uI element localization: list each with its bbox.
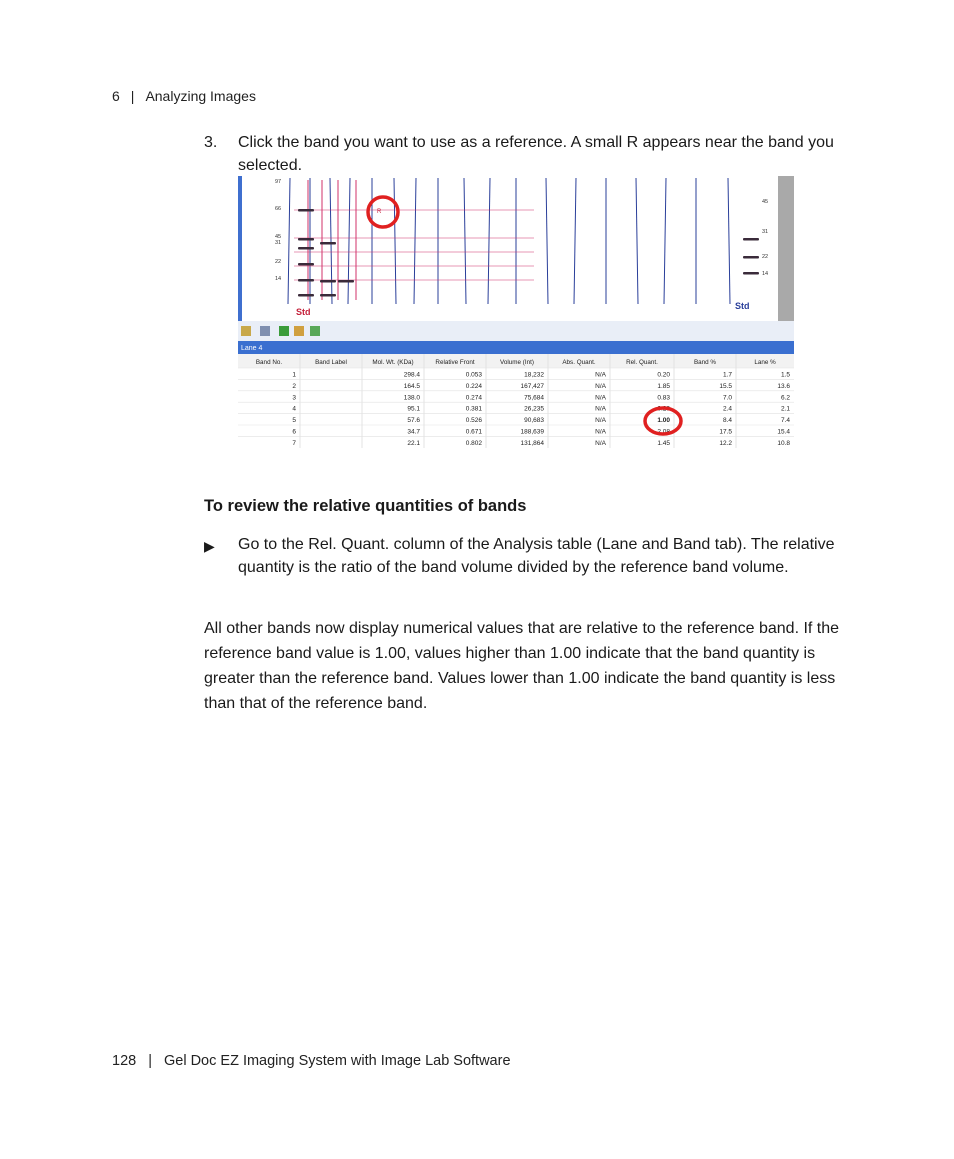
table-column-header[interactable]: Band %: [693, 359, 717, 366]
footer-page-number: 128: [112, 1053, 137, 1069]
table-cell[interactable]: 0.802: [465, 439, 482, 447]
mw-label-left: 66: [275, 206, 282, 212]
table-cell[interactable]: 188,639: [520, 428, 544, 436]
table-cell[interactable]: 0.83: [657, 394, 670, 402]
step-text: Click the band you want to use as a reference. A small R appears near the band you selected.: [238, 134, 834, 174]
footer-separator: |: [148, 1053, 152, 1069]
table-cell[interactable]: 90,683: [524, 417, 544, 425]
table-cell[interactable]: 2.08: [657, 428, 670, 436]
lane-panel-title-bar: [238, 341, 794, 354]
table-cell[interactable]: 1.00: [657, 417, 670, 425]
mw-label-right: 22: [762, 254, 769, 260]
gel-band: [298, 263, 314, 266]
table-cell[interactable]: 298.4: [403, 371, 420, 379]
table-cell[interactable]: 2.4: [722, 405, 732, 413]
gel-analysis-screenshot: [238, 176, 794, 450]
header-separator: |: [130, 88, 135, 104]
report-icon[interactable]: [279, 326, 289, 336]
table-column-header[interactable]: Band No.: [255, 359, 283, 366]
table-cell[interactable]: N/A: [595, 394, 606, 402]
table-cell[interactable]: 1: [292, 371, 296, 379]
table-cell[interactable]: 3: [292, 394, 296, 402]
gel-band: [743, 256, 759, 259]
table-column-header[interactable]: Volume (Int): [500, 359, 534, 366]
toolbar-bg: [238, 321, 794, 341]
gel-band: [743, 238, 759, 241]
page-footer: [112, 1053, 511, 1069]
table-cell[interactable]: 18,232: [524, 371, 544, 379]
gel-analysis-figure: [238, 176, 794, 450]
table-column-header[interactable]: Lane %: [754, 359, 776, 366]
mw-label-left: 14: [275, 276, 282, 282]
table-cell[interactable]: 0.053: [465, 371, 482, 379]
table-cell[interactable]: 6: [292, 428, 296, 436]
table-column-header[interactable]: Abs. Quant.: [562, 359, 596, 366]
table-cell[interactable]: 131,864: [520, 439, 544, 447]
table-cell[interactable]: 0.20: [657, 371, 670, 379]
table-cell[interactable]: 7.4: [780, 417, 790, 425]
gel-band: [298, 294, 314, 297]
copy-icon[interactable]: [260, 326, 270, 336]
table-cell[interactable]: N/A: [595, 439, 606, 447]
mw-label-left: 97: [275, 179, 282, 185]
mw-label-right: 31: [762, 229, 769, 235]
table-cell[interactable]: 34.7: [407, 428, 420, 436]
table-cell[interactable]: N/A: [595, 382, 606, 390]
lane-panel-title: Lane 4: [241, 345, 263, 352]
section-subheading: To review the relative quantities of bands: [204, 497, 527, 515]
save-icon[interactable]: [310, 326, 320, 336]
header-section-title: Analyzing Images: [145, 88, 256, 104]
table-cell[interactable]: 12.2: [719, 439, 732, 447]
table-cell[interactable]: 15.4: [777, 428, 790, 436]
table-cell[interactable]: 75,684: [524, 394, 544, 402]
bullet-arrow-icon: ▶: [204, 538, 215, 554]
table-cell[interactable]: 0.671: [465, 428, 482, 436]
table-cell[interactable]: 1.85: [657, 382, 670, 390]
table-column-header[interactable]: Band Label: [315, 359, 347, 366]
table-cell[interactable]: 6.2: [780, 394, 790, 402]
std-label-right: Std: [735, 301, 750, 311]
table-cell[interactable]: 138.0: [403, 394, 420, 402]
gel-band: [298, 279, 314, 282]
table-cell[interactable]: 1.5: [780, 371, 790, 379]
table-cell[interactable]: N/A: [595, 428, 606, 436]
table-cell[interactable]: N/A: [595, 405, 606, 413]
reference-marker: R: [377, 209, 382, 215]
table-cell[interactable]: 4: [292, 405, 296, 413]
page-header: [112, 88, 256, 104]
table-cell[interactable]: 164.5: [403, 382, 420, 390]
table-cell[interactable]: 1.7: [722, 371, 732, 379]
table-cell[interactable]: 2.1: [780, 405, 790, 413]
gel-band: [298, 247, 314, 250]
step-number: 3.: [204, 134, 218, 151]
table-column-header[interactable]: Rel. Quant.: [626, 359, 658, 366]
mw-label-left: 45: [275, 234, 282, 240]
table-cell[interactable]: 17.5: [719, 428, 732, 436]
table-column-header[interactable]: Mol. Wt. (KDa): [372, 359, 414, 366]
table-cell[interactable]: 7.0: [722, 394, 732, 402]
gel-right-border: [778, 176, 794, 321]
mw-label-left: 22: [275, 259, 282, 265]
table-cell[interactable]: 22.1: [407, 439, 420, 447]
table-cell[interactable]: 0.381: [465, 405, 482, 413]
open-icon[interactable]: [294, 326, 304, 336]
table-cell[interactable]: 95.1: [407, 405, 420, 413]
table-cell[interactable]: N/A: [595, 417, 606, 425]
std-label-left: Std: [296, 307, 311, 317]
mw-label-right: 14: [762, 271, 769, 277]
gel-band: [298, 238, 314, 241]
gel-band: [743, 272, 759, 275]
gel-band: [320, 280, 336, 283]
table-cell[interactable]: 0.526: [465, 417, 482, 425]
body-paragraph: All other bands now display numerical values that are relative to the reference band. If the reference band value is 1.00, values higher than 1.00 indicate that the band quantity is greater than the reference band. Values lower than 1.00 indicate the band quantity is less than that of the reference band.: [204, 620, 840, 712]
gel-left-border: [238, 176, 242, 321]
table-cell[interactable]: 5: [292, 417, 296, 425]
table-cell[interactable]: 13.6: [777, 382, 790, 390]
table-cell[interactable]: 167,427: [520, 382, 544, 390]
table-cell[interactable]: 10.8: [777, 439, 790, 447]
header-page-number: 6: [112, 88, 120, 104]
table-column-header[interactable]: Relative Front: [435, 359, 475, 366]
table-cell[interactable]: 7: [292, 439, 296, 447]
gel-band: [338, 280, 354, 283]
table-cell[interactable]: 0.29: [657, 405, 670, 413]
table-cell[interactable]: 26,235: [524, 405, 544, 413]
footer-title: Gel Doc EZ Imaging System with Image Lab Software: [163, 1053, 511, 1069]
table-cell[interactable]: 2: [292, 382, 296, 390]
mw-label-right: 45: [762, 199, 769, 205]
table-cell[interactable]: 1.45: [657, 439, 670, 447]
gel-band: [298, 209, 314, 212]
gel-band: [320, 242, 336, 245]
table-cell[interactable]: 15.5: [719, 382, 732, 390]
table-cell[interactable]: 0.274: [465, 394, 482, 402]
export-icon[interactable]: [241, 326, 251, 336]
table-cell[interactable]: N/A: [595, 371, 606, 379]
mw-label-left: 31: [275, 240, 282, 246]
table-cell[interactable]: 57.6: [407, 417, 420, 425]
table-cell[interactable]: 0.224: [465, 382, 482, 390]
bullet-text: Go to the Rel. Quant. column of the Analysis table (Lane and Band tab). The relative quantity is the ratio of the band volume divided by the reference band volume.: [238, 536, 835, 576]
table-cell[interactable]: 8.4: [722, 417, 732, 425]
gel-band: [320, 294, 336, 297]
analysis-table: [238, 354, 794, 448]
